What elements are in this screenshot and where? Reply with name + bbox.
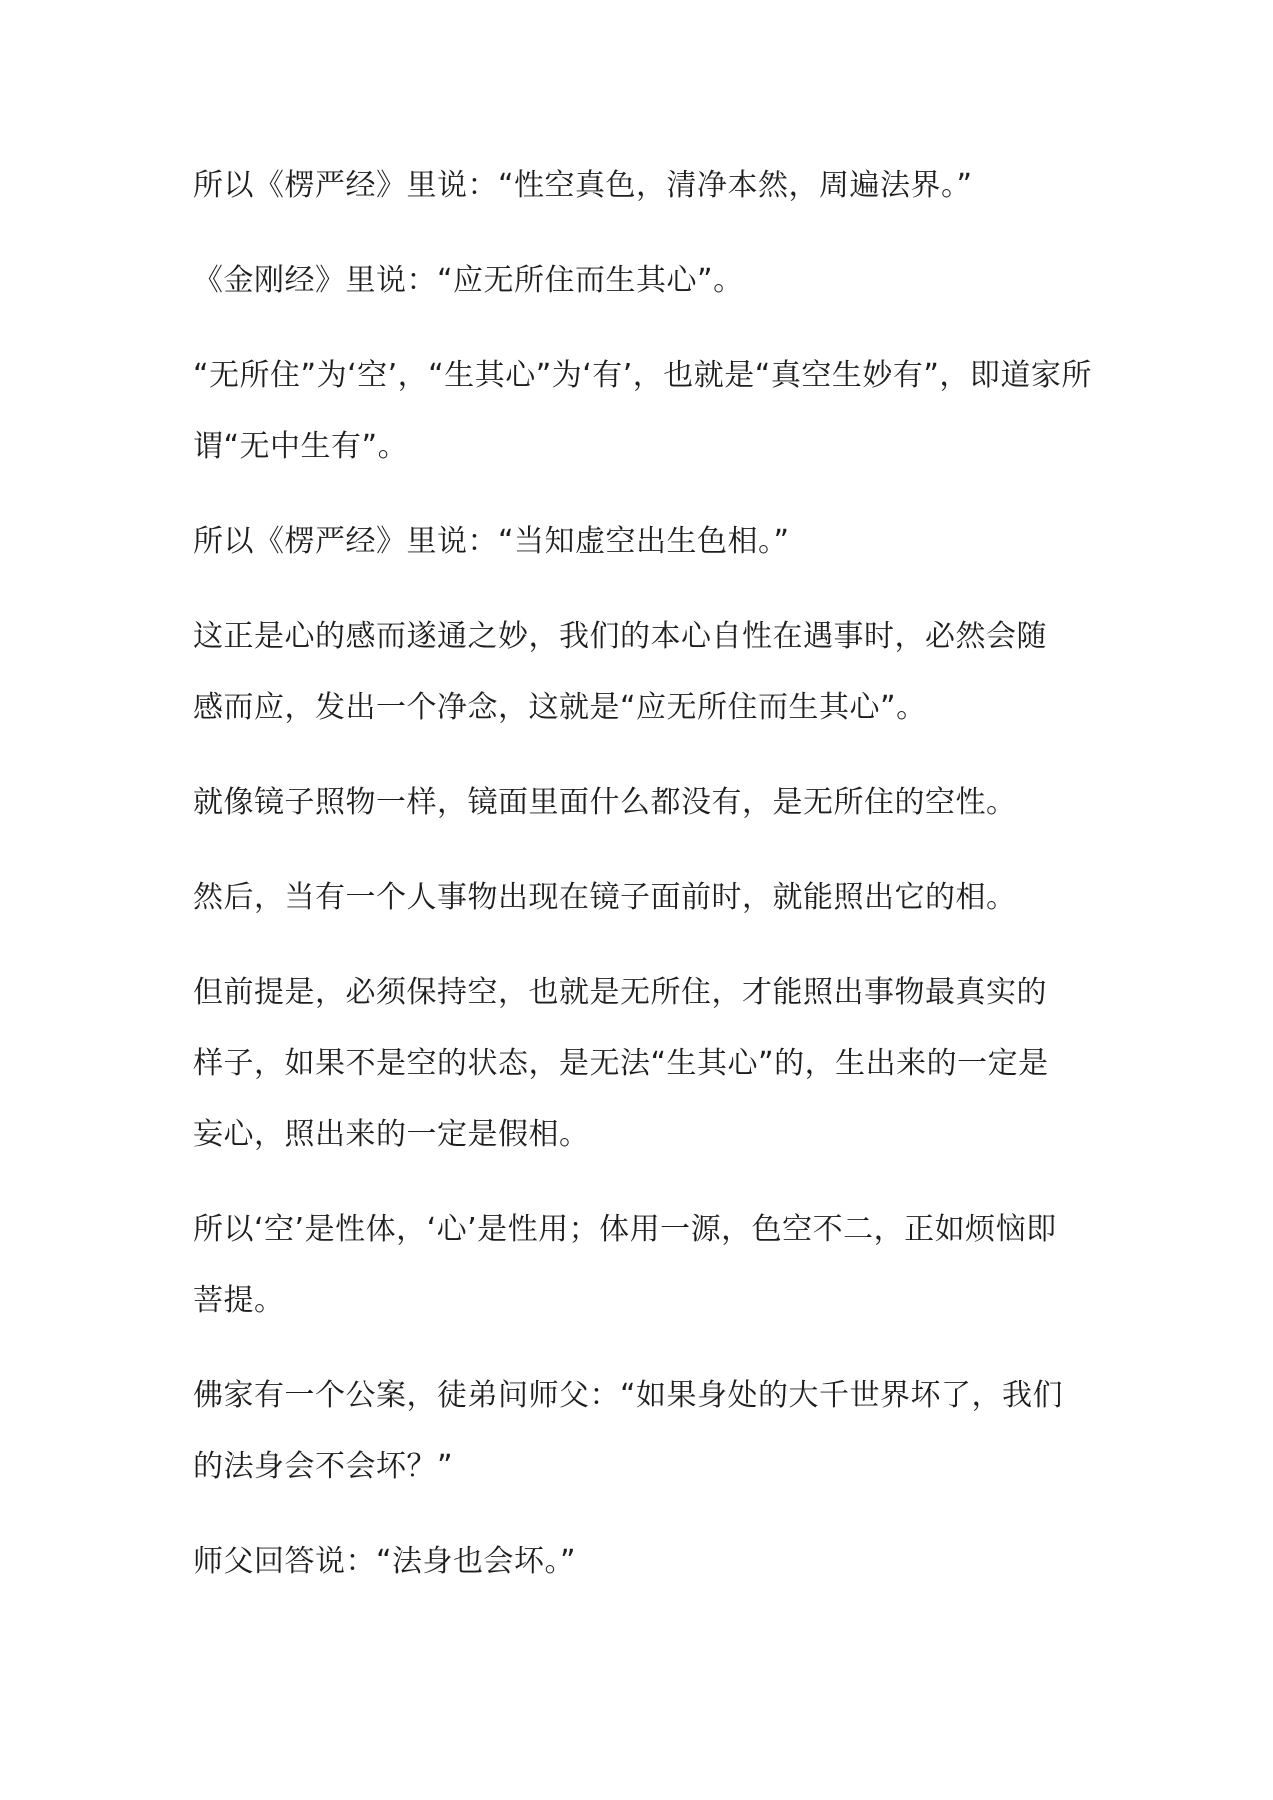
paragraph-4: [193, 506, 1093, 577]
text-line: 菩提。: [193, 1283, 285, 1318]
article-body: [193, 150, 1093, 1621]
text-line: 然后，当有一个人事物出现在镜子面前时，就能照出它的相。: [193, 880, 1017, 915]
paragraph-5: [193, 601, 1093, 743]
text-line: 妄心，照出来的一定是假相。: [193, 1117, 590, 1152]
text-line: 师父回答说：“法身也会坏。”: [193, 1544, 577, 1579]
paragraph-1: [193, 150, 1093, 221]
text-line: 谓“无中生有”。: [193, 429, 409, 464]
paragraph-3: [193, 340, 1093, 482]
paragraph-11: [193, 1526, 1093, 1597]
paragraph-8: [193, 957, 1093, 1170]
text-line: 佛家有一个公案，徒弟问师父：“如果身处的大千世界坏了，我们: [193, 1378, 1064, 1413]
text-line: “无所住”为‘空’，“生其心”为‘有’，也就是“真空生妙有”，即道家所: [193, 358, 1092, 393]
text-line: 的法身会不会坏？”: [193, 1449, 454, 1484]
paragraph-6: [193, 767, 1093, 838]
text-line: 这正是心的感而遂通之妙，我们的本心自性在遇事时，必然会随: [193, 619, 1047, 654]
text-line: 《金刚经》里说：“应无所住而生其心”。: [193, 263, 744, 298]
text-line: 所以‘空’是性体，‘心’是性用；体用一源，色空不二，正如烦恼即: [193, 1212, 1057, 1247]
text-line: 就像镜子照物一样，镜面里面什么都没有，是无所住的空性。: [193, 785, 1017, 820]
paragraph-2: [193, 245, 1093, 316]
paragraph-10: [193, 1360, 1093, 1502]
text-line: 样子，如果不是空的状态，是无法“生其心”的，生出来的一定是: [193, 1046, 1049, 1081]
paragraph-7: [193, 862, 1093, 933]
text-line: 所以《楞严经》里说：“性空真色，清净本然，周遍法界。”: [193, 168, 973, 203]
text-line: 但前提是，必须保持空，也就是无所住，才能照出事物最真实的: [193, 975, 1047, 1010]
text-line: 所以《楞严经》里说：“当知虚空出生色相。”: [193, 524, 790, 559]
paragraph-9: [193, 1194, 1093, 1336]
text-line: 感而应，发出一个净念，这就是“应无所住而生其心”。: [193, 690, 927, 725]
